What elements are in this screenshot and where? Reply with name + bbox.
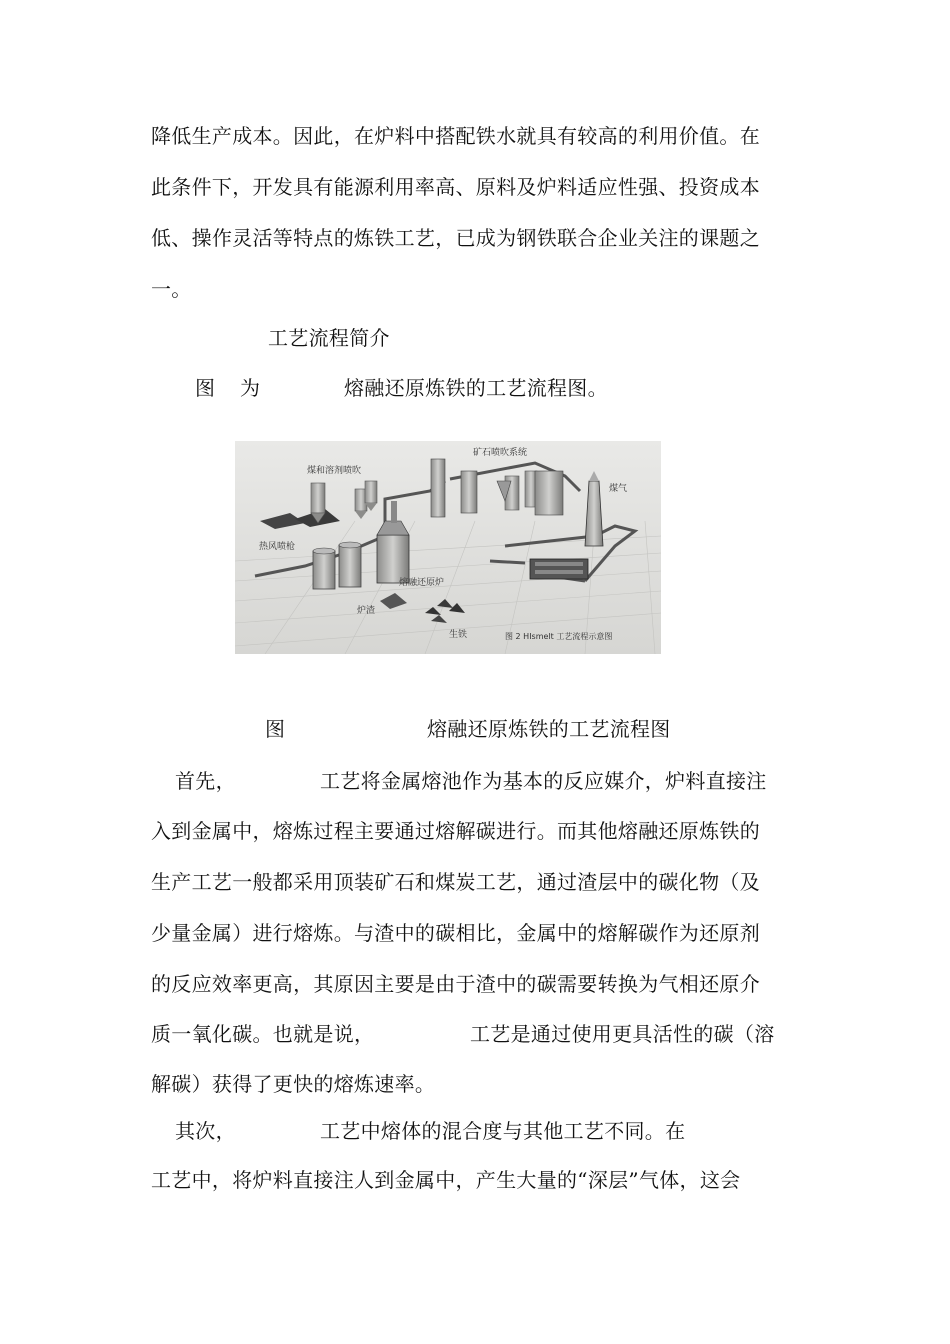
text-line: 入到金属中，熔炼过程主要通过熔解碳进行。而其他熔融还原炼铁的: [151, 819, 760, 843]
text-line: 降低生产成本。因此，在炉料中搭配铁水就具有较高的利用价值。在: [151, 124, 760, 148]
text-line: 低、操作灵活等特点的炼铁工艺，已成为钢铁联合企业关注的课题之: [151, 226, 760, 250]
text-line: 工艺将金属熔池作为基本的反应媒介，炉料直接注: [320, 769, 767, 793]
text-line-lead: 其次，: [175, 1119, 236, 1143]
figure-intro-part1: 图: [195, 376, 216, 400]
text-line: 少量金属）进行熔炼。与渣中的碳相比，金属中的熔解碳作为还原剂: [151, 921, 760, 945]
label-pig-iron: 生铁: [449, 630, 468, 640]
label-coal-injection: 煤和溶剂喷吹: [307, 466, 362, 476]
label-image-caption: 图 2 HIsmelt 工艺流程示意图: [505, 632, 613, 641]
label-coal-gas: 煤气: [609, 484, 628, 494]
label-slag: 炉渣: [357, 606, 376, 616]
text-line: 质一氧化碳。也就是说，: [151, 1022, 375, 1046]
text-line: 工艺是通过使用更具活性的碳（溶: [470, 1022, 775, 1046]
figure-caption-part1: 图: [265, 717, 286, 741]
text-line: 此条件下，开发具有能源利用率高、原料及炉料适应性强、投资成本: [151, 175, 760, 199]
text-line: 解碳）获得了更快的熔炼速率。: [151, 1072, 436, 1096]
text-line: 的反应效率更高，其原因主要是由于渣中的碳需要转换为气相还原介: [151, 972, 760, 996]
text-line-lead: 首先，: [175, 769, 236, 793]
process-flow-figure: [235, 441, 661, 654]
section-heading: 工艺流程简介: [268, 326, 390, 350]
text-line: 工艺中熔体的混合度与其他工艺不同。在: [320, 1119, 686, 1143]
text-line: 一。: [151, 277, 192, 301]
text-line: 生产工艺一般都采用顶装矿石和煤炭工艺，通过渣层中的碳化物（及: [151, 870, 760, 894]
waste-heat-unit: [530, 559, 588, 579]
figure-caption-part2: 熔融还原炼铁的工艺流程图: [427, 717, 671, 741]
figure-intro-part3: 熔融还原炼铁的工艺流程图。: [344, 376, 608, 400]
label-ore-injection: 矿石喷吹系统: [473, 448, 528, 458]
process-flow-illustration: [235, 441, 661, 654]
label-smelting-furnace: 熔融还原炉: [399, 578, 445, 588]
label-hot-blast: 热风喷枪: [259, 542, 296, 552]
figure-intro-part2: 为: [240, 376, 261, 400]
text-line: 工艺中，将炉料直接注人到金属中，产生大量的“深层”气体，这会: [151, 1168, 741, 1192]
